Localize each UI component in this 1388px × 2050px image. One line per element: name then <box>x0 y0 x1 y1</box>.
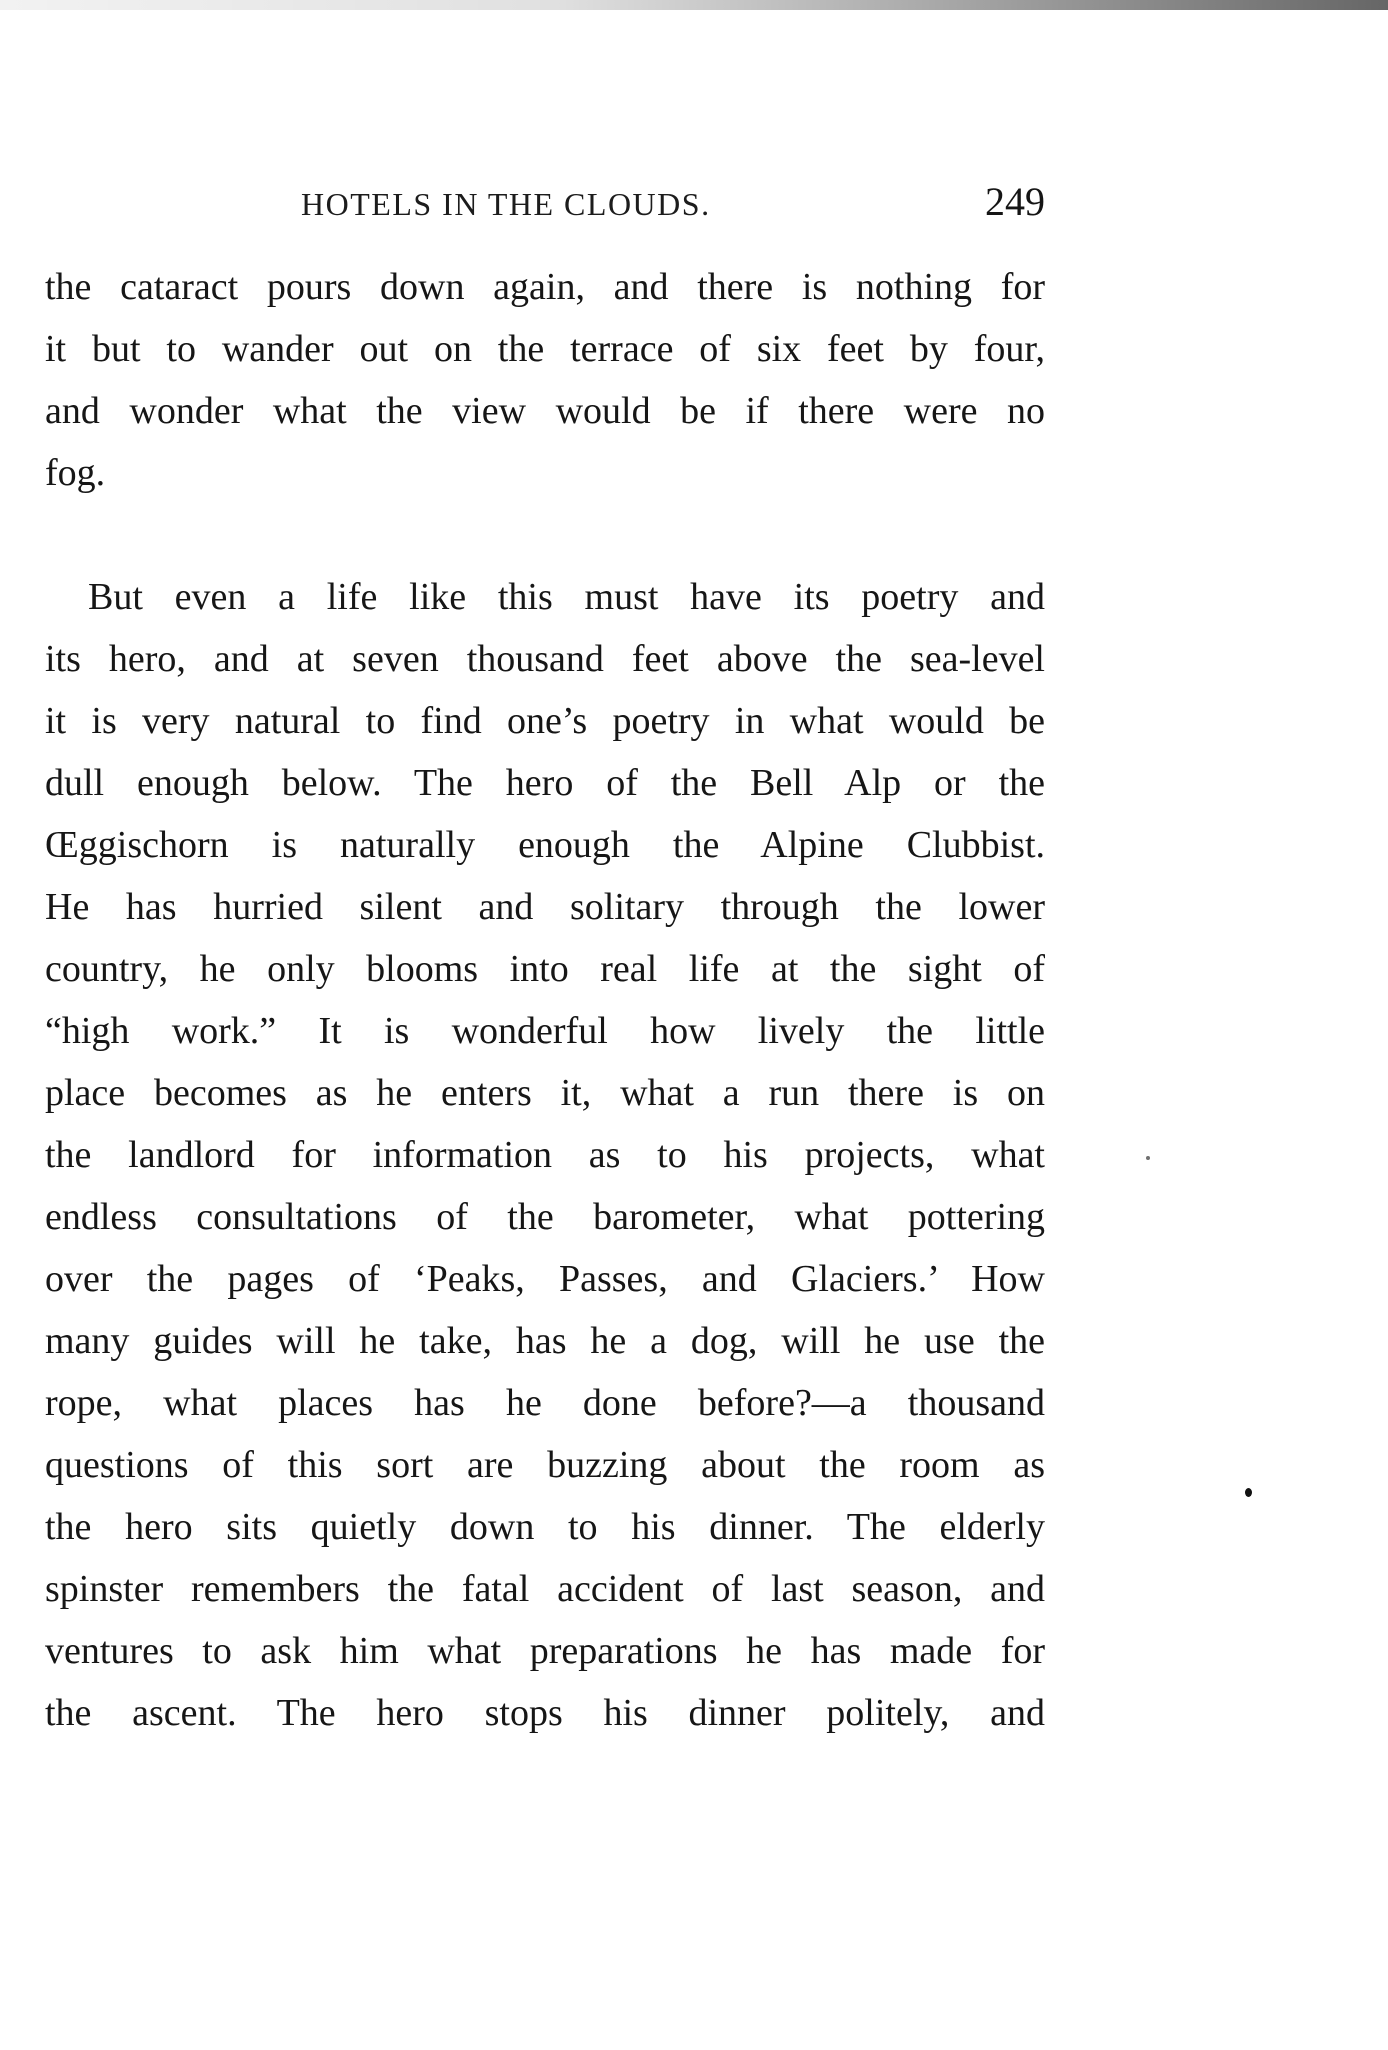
text-line: many guides will he take, has he a dog, will he use the <box>45 1320 1045 1362</box>
running-title: HOTELS IN THE CLOUDS. <box>301 186 711 222</box>
text-line: the landlord for information as to his projects, what <box>45 1134 1045 1176</box>
text-line: ventures to ask him what preparations he has made for <box>45 1630 1045 1672</box>
text-line: questions of this sort are buzzing about the room as <box>45 1444 1045 1486</box>
text-line: country, he only blooms into real life at the sight of <box>45 948 1045 990</box>
paragraph-gap <box>45 504 1045 566</box>
text-line: its hero, and at seven thousand feet above the sea-level <box>45 638 1045 680</box>
text-line: the ascent. The hero stops his dinner politely, and <box>45 1692 1045 1734</box>
text-line: “high work.” It is wonderful how lively the little <box>45 1010 1045 1052</box>
text-line: He has hurried silent and solitary through the lower <box>45 886 1045 928</box>
page-header <box>45 176 1045 232</box>
text-line: it but to wander out on the terrace of six feet by four, <box>45 328 1045 370</box>
text-line: the cataract pours down again, and there is nothing for <box>45 266 1045 308</box>
text-line: rope, what places has he done before?—a thousand <box>45 1382 1045 1424</box>
paragraph <box>45 256 1045 504</box>
body-text <box>45 256 1045 1744</box>
scan-top-edge <box>0 0 1388 10</box>
page-number: 249 <box>985 179 1045 224</box>
text-line: it is very natural to find one’s poetry in what would be <box>45 700 1045 742</box>
paragraph <box>45 566 1045 1744</box>
scan-speck <box>1245 1488 1252 1497</box>
text-line: place becomes as he enters it, what a run there is on <box>45 1072 1045 1114</box>
text-line: spinster remembers the fatal accident of last season, and <box>45 1568 1045 1610</box>
text-line: and wonder what the view would be if there were no <box>45 390 1045 432</box>
text-line: endless consultations of the barometer, what pottering <box>45 1196 1045 1238</box>
text-line: dull enough below. The hero of the Bell Alp or the <box>45 762 1045 804</box>
text-line: the hero sits quietly down to his dinner. The elderly <box>45 1506 1045 1548</box>
text-line: fog. <box>45 452 106 494</box>
text-line: Œggischorn is naturally enough the Alpine Clubbist. <box>45 824 1045 866</box>
text-line: But even a life like this must have its poetry and <box>88 576 1045 618</box>
scan-speck <box>1146 1156 1150 1160</box>
text-line: over the pages of ‘Peaks, Passes, and Glaciers.’ How <box>45 1258 1045 1300</box>
